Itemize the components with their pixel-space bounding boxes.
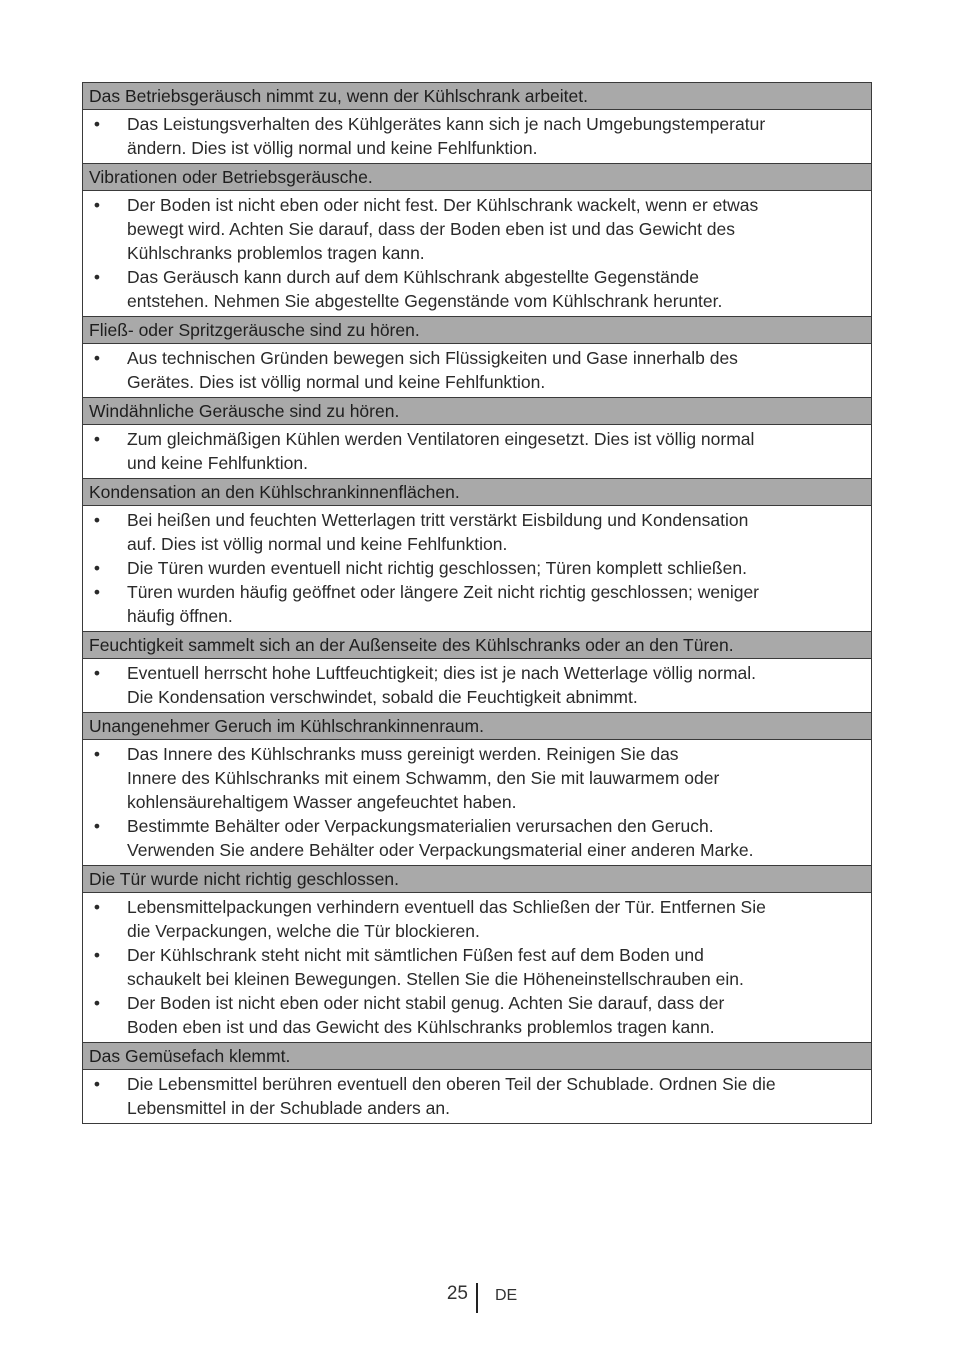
bullet-item xyxy=(83,265,859,313)
page-number: 25 xyxy=(446,1283,468,1304)
bullet-item xyxy=(83,193,859,265)
section-header: Feuchtigkeit sammelt sich an der Außenseite des Kühlschranks oder an den Türen. xyxy=(83,632,871,659)
bullet-text-line: bewegt wird. Achten Sie darauf, dass der Boden eben ist und das Gewicht des xyxy=(127,219,736,239)
bullet-text-line: Boden eben ist und das Gewicht des Kühlschranks problemlos tragen kann. xyxy=(127,1017,715,1037)
bullet-item xyxy=(83,661,859,709)
bullet-text-line: Lebensmittel in der Schublade anders an. xyxy=(127,1098,450,1118)
bullet-text-line: und keine Fehlfunktion. xyxy=(127,453,308,473)
section-header: Windähnliche Geräusche sind zu hören. xyxy=(83,398,871,425)
section-header: Fließ- oder Spritzgeräusche sind zu hören. xyxy=(83,317,871,344)
section-header: Das Betriebsgeräusch nimmt zu, wenn der Kühlschrank arbeitet. xyxy=(83,83,871,110)
bullet-text-line: Der Boden ist nicht eben oder nicht stabil genug. Achten Sie darauf, dass der xyxy=(127,993,725,1013)
bullet-text-line: Eventuell herrscht hohe Luftfeuchtigkeit; dies ist je nach Wetterlage völlig normal. xyxy=(127,663,757,683)
bullet-text-line: Die Lebensmittel berühren eventuell den oberen Teil der Schublade. Ordnen Sie die xyxy=(127,1074,776,1094)
section-body xyxy=(83,344,871,398)
bullet-text-line: Der Kühlschrank steht nicht mit sämtlichen Füßen fest auf dem Boden und xyxy=(127,945,704,965)
bullet-item xyxy=(83,895,859,943)
section-body xyxy=(83,506,871,632)
section-body xyxy=(83,1070,871,1123)
bullet-text-line: Lebensmittelpackungen verhindern eventuell das Schließen der Tür. Entfernen Sie xyxy=(127,897,766,917)
bullet-text-line: Das Leistungsverhalten des Kühlgerätes kann sich je nach Umgebungstemperatur xyxy=(127,114,766,134)
bullet-text-line: Die Kondensation verschwindet, sobald die Feuchtigkeit abnimmt. xyxy=(127,687,638,707)
bullet-text-line: Gerätes. Dies ist völlig normal und keine Fehlfunktion. xyxy=(127,372,546,392)
bullet-item xyxy=(83,556,859,580)
bullet-text-line: Das Geräusch kann durch auf dem Kühlschrank abgestellte Gegenstände xyxy=(127,267,700,287)
bullet-icon: • xyxy=(93,114,101,134)
bullet-text-line: häufig öffnen. xyxy=(127,606,233,626)
bullet-item xyxy=(83,112,859,160)
bullet-text-line: Der Boden ist nicht eben oder nicht fest. Der Kühlschrank wackelt, wenn er etwas xyxy=(127,195,759,215)
bullet-icon: • xyxy=(93,897,101,917)
bullet-text-line: Zum gleichmäßigen Kühlen werden Ventilatoren eingesetzt. Dies ist völlig normal xyxy=(127,429,755,449)
bullet-text-line: Bei heißen und feuchten Wetterlagen tritt verstärkt Eisbildung und Kondensation xyxy=(127,510,749,530)
language-code: DE xyxy=(495,1287,518,1304)
bullet-text-line: Verwenden Sie andere Behälter oder Verpackungsmaterial einer anderen Marke. xyxy=(127,840,754,860)
bullet-item xyxy=(83,427,859,475)
bullet-text-line: schaukelt bei kleinen Bewegungen. Stellen Sie die Höheneinstellschrauben ein. xyxy=(127,969,744,989)
section-header: Kondensation an den Kühlschrankinnenflächen. xyxy=(83,479,871,506)
bullet-icon: • xyxy=(93,582,101,602)
troubleshooting-table xyxy=(82,82,872,1124)
section-body xyxy=(83,191,871,317)
section-body xyxy=(83,425,871,479)
bullet-icon: • xyxy=(93,267,101,287)
page-footer xyxy=(0,1281,954,1313)
bullet-item xyxy=(83,991,859,1039)
bullet-text-line: Türen wurden häufig geöffnet oder längere Zeit nicht richtig geschlossen; weniger xyxy=(127,582,759,602)
bullet-text-line: Kühlschranks problemlos tragen kann. xyxy=(127,243,425,263)
bullet-icon: • xyxy=(93,558,101,578)
section-header: Vibrationen oder Betriebsgeräusche. xyxy=(83,164,871,191)
bullet-icon: • xyxy=(93,510,101,530)
bullet-icon: • xyxy=(93,348,101,368)
section-header: Das Gemüsefach klemmt. xyxy=(83,1043,871,1070)
bullet-icon: • xyxy=(93,195,101,215)
bullet-text-line: entstehen. Nehmen Sie abgestellte Gegenstände vom Kühlschrank herunter. xyxy=(127,291,723,311)
bullet-icon: • xyxy=(93,663,101,683)
bullet-text-line: Das Innere des Kühlschranks muss gereinigt werden. Reinigen Sie das xyxy=(127,744,679,764)
bullet-text-line: die Verpackungen, welche die Tür blockieren. xyxy=(127,921,480,941)
section-body xyxy=(83,893,871,1043)
bullet-item xyxy=(83,508,859,556)
bullet-item xyxy=(83,580,859,628)
bullet-text-line: ändern. Dies ist völlig normal und keine Fehlfunktion. xyxy=(127,138,538,158)
bullet-icon: • xyxy=(93,429,101,449)
section-body xyxy=(83,659,871,713)
bullet-text-line: Bestimmte Behälter oder Verpackungsmaterialien verursachen den Geruch. xyxy=(127,816,714,836)
bullet-item xyxy=(83,943,859,991)
bullet-icon: • xyxy=(93,1074,101,1094)
bullet-text-line: auf. Dies ist völlig normal und keine Fehlfunktion. xyxy=(127,534,508,554)
bullet-item xyxy=(83,814,859,862)
footer-separator xyxy=(476,1283,478,1313)
bullet-item xyxy=(83,346,859,394)
section-body xyxy=(83,740,871,866)
bullet-icon: • xyxy=(93,993,101,1013)
bullet-icon: • xyxy=(93,816,101,836)
bullet-icon: • xyxy=(93,945,101,965)
section-body xyxy=(83,110,871,164)
bullet-text-line: Aus technischen Gründen bewegen sich Flüssigkeiten und Gase innerhalb des xyxy=(127,348,738,368)
bullet-item xyxy=(83,742,859,814)
section-header: Unangenehmer Geruch im Kühlschrankinnenraum. xyxy=(83,713,871,740)
bullet-item xyxy=(83,1072,859,1120)
bullet-text-line: Die Türen wurden eventuell nicht richtig geschlossen; Türen komplett schließen. xyxy=(127,558,747,578)
bullet-icon: • xyxy=(93,744,101,764)
section-header: Die Tür wurde nicht richtig geschlossen. xyxy=(83,866,871,893)
bullet-text-line: kohlensäurehaltigem Wasser angefeuchtet haben. xyxy=(127,792,517,812)
bullet-text-line: Innere des Kühlschranks mit einem Schwamm, den Sie mit lauwarmem oder xyxy=(127,768,720,788)
